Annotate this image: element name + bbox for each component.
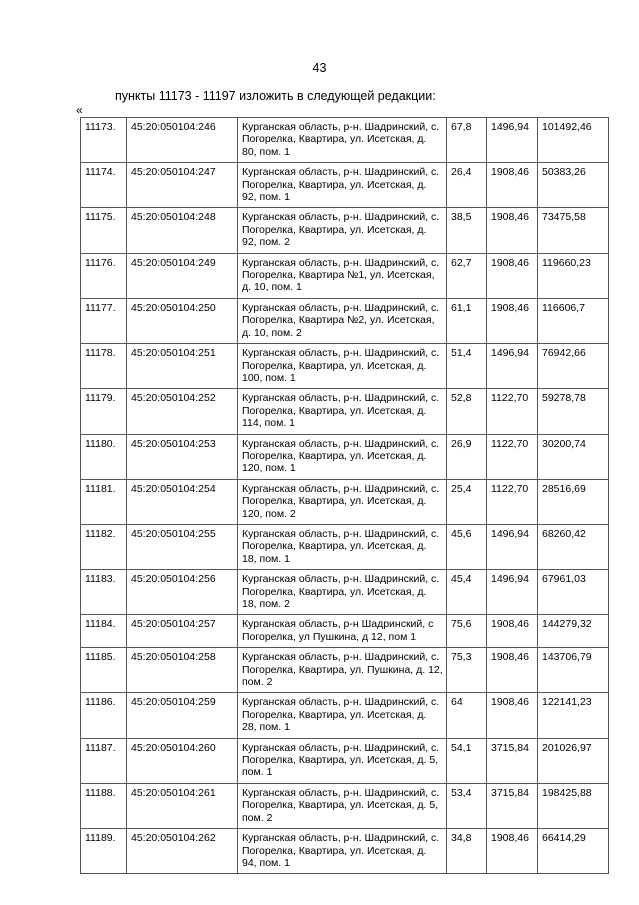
table-row — [81, 615, 609, 648]
specific-value-cell: 3715,84 — [487, 738, 538, 783]
address-cell: Курганская область, р-н Шадринский, с Погорелка, ул Пушкина, д 12, пом 1 — [238, 615, 447, 648]
cadastral-number-cell: 45:20:050104:259 — [127, 693, 238, 738]
area-cell: 75,6 — [447, 615, 487, 648]
specific-value-cell: 1122,70 — [487, 479, 538, 524]
cadastral-value-cell: 66414,29 — [538, 829, 609, 874]
row-number-cell: 11173. — [81, 118, 127, 163]
row-number-cell: 11174. — [81, 163, 127, 208]
table-row — [81, 208, 609, 253]
table-row — [81, 479, 609, 524]
specific-value-cell: 1496,94 — [487, 118, 538, 163]
area-cell: 34,8 — [447, 829, 487, 874]
cadastral-value-cell: 143706,79 — [538, 648, 609, 693]
area-cell: 61,1 — [447, 298, 487, 343]
cadastral-value-cell: 59278,78 — [538, 389, 609, 434]
area-cell: 25,4 — [447, 479, 487, 524]
specific-value-cell: 1908,46 — [487, 693, 538, 738]
cadastral-number-cell: 45:20:050104:258 — [127, 648, 238, 693]
area-cell: 38,5 — [447, 208, 487, 253]
specific-value-cell: 1908,46 — [487, 648, 538, 693]
address-cell: Курганская область, р-н. Шадринский, с. Погорелка, Квартира, ул. Исетская, д. 92, пом. 1 — [238, 163, 447, 208]
cadastral-value-cell: 198425,88 — [538, 783, 609, 828]
cadastral-value-cell: 119660,23 — [538, 253, 609, 298]
row-number-cell: 11178. — [81, 344, 127, 389]
cadastral-number-cell: 45:20:050104:257 — [127, 615, 238, 648]
specific-value-cell: 3715,84 — [487, 783, 538, 828]
area-cell: 75,3 — [447, 648, 487, 693]
area-cell: 64 — [447, 693, 487, 738]
table-row — [81, 434, 609, 479]
row-number-cell: 11179. — [81, 389, 127, 434]
table-body — [81, 118, 609, 874]
cadastral-value-cell: 30200,74 — [538, 434, 609, 479]
table-row — [81, 298, 609, 343]
area-cell: 54,1 — [447, 738, 487, 783]
address-cell: Курганская область, р-н. Шадринский, с. Погорелка, Квартира, ул. Исетская, д. 92, пом. 2 — [238, 208, 447, 253]
cadastral-number-cell: 45:20:050104:256 — [127, 570, 238, 615]
cadastral-value-table — [80, 117, 609, 874]
cadastral-value-cell: 68260,42 — [538, 524, 609, 569]
area-cell: 45,4 — [447, 570, 487, 615]
table-row — [81, 253, 609, 298]
table-row — [81, 344, 609, 389]
specific-value-cell: 1496,94 — [487, 344, 538, 389]
area-cell: 26,9 — [447, 434, 487, 479]
row-number-cell: 11182. — [81, 524, 127, 569]
cadastral-number-cell: 45:20:050104:254 — [127, 479, 238, 524]
area-cell: 26,4 — [447, 163, 487, 208]
specific-value-cell: 1908,46 — [487, 253, 538, 298]
row-number-cell: 11176. — [81, 253, 127, 298]
cadastral-number-cell: 45:20:050104:246 — [127, 118, 238, 163]
address-cell: Курганская область, р-н. Шадринский, с. Погорелка, Квартира, ул. Исетская, д. 120, пом. 2 — [238, 479, 447, 524]
cadastral-number-cell: 45:20:050104:255 — [127, 524, 238, 569]
address-cell: Курганская область, р-н. Шадринский, с. Погорелка, Квартира, ул. Исетская, д. 28, пом. 1 — [238, 693, 447, 738]
address-cell: Курганская область, р-н. Шадринский, с. Погорелка, Квартира, ул. Исетская, д. 80, пом. 1 — [238, 118, 447, 163]
address-cell: Курганская область, р-н. Шадринский, с. Погорелка, Квартира, ул. Исетская, д. 5, пом. 2 — [238, 783, 447, 828]
cadastral-number-cell: 45:20:050104:253 — [127, 434, 238, 479]
row-number-cell: 11180. — [81, 434, 127, 479]
row-number-cell: 11175. — [81, 208, 127, 253]
table-row — [81, 648, 609, 693]
address-cell: Курганская область, р-н. Шадринский, с. Погорелка, Квартира, ул. Исетская, д. 18, пом. 2 — [238, 570, 447, 615]
table-row — [81, 163, 609, 208]
row-number-cell: 11183. — [81, 570, 127, 615]
row-number-cell: 11181. — [81, 479, 127, 524]
row-number-cell: 11186. — [81, 693, 127, 738]
specific-value-cell: 1122,70 — [487, 389, 538, 434]
area-cell: 51,4 — [447, 344, 487, 389]
cadastral-number-cell: 45:20:050104:252 — [127, 389, 238, 434]
cadastral-number-cell: 45:20:050104:260 — [127, 738, 238, 783]
table-row — [81, 738, 609, 783]
cadastral-number-cell: 45:20:050104:250 — [127, 298, 238, 343]
address-cell: Курганская область, р-н. Шадринский, с. Погорелка, Квартира №2, ул. Исетская, д. 10, пом. 2 — [238, 298, 447, 343]
cadastral-value-cell: 144279,32 — [538, 615, 609, 648]
cadastral-value-cell: 201026,97 — [538, 738, 609, 783]
address-cell: Курганская область, р-н. Шадринский, с. Погорелка, Квартира, ул. Пушкина, д. 12, пом. 2 — [238, 648, 447, 693]
row-number-cell: 11184. — [81, 615, 127, 648]
table-row — [81, 570, 609, 615]
cadastral-value-cell: 76942,66 — [538, 344, 609, 389]
specific-value-cell: 1122,70 — [487, 434, 538, 479]
row-number-cell: 11188. — [81, 783, 127, 828]
table-row — [81, 693, 609, 738]
cadastral-number-cell: 45:20:050104:251 — [127, 344, 238, 389]
area-cell: 52,8 — [447, 389, 487, 434]
address-cell: Курганская область, р-н. Шадринский, с. Погорелка, Квартира, ул. Исетская, д. 120, пом. 1 — [238, 434, 447, 479]
cadastral-value-cell: 116606,7 — [538, 298, 609, 343]
specific-value-cell: 1908,46 — [487, 829, 538, 874]
specific-value-cell: 1496,94 — [487, 570, 538, 615]
table-row — [81, 524, 609, 569]
specific-value-cell: 1496,94 — [487, 524, 538, 569]
cadastral-value-cell: 73475,58 — [538, 208, 609, 253]
address-cell: Курганская область, р-н. Шадринский, с. Погорелка, Квартира, ул. Исетская, д. 18, пом. 1 — [238, 524, 447, 569]
address-cell: Курганская область, р-н. Шадринский, с. Погорелка, Квартира №1, ул. Исетская, д. 10, пом. 1 — [238, 253, 447, 298]
specific-value-cell: 1908,46 — [487, 163, 538, 208]
table-row — [81, 389, 609, 434]
cadastral-value-cell: 28516,69 — [538, 479, 609, 524]
cadastral-number-cell: 45:20:050104:247 — [127, 163, 238, 208]
cadastral-value-cell: 67961,03 — [538, 570, 609, 615]
address-cell: Курганская область, р-н. Шадринский, с. Погорелка, Квартира, ул. Исетская, д. 5, пом. 1 — [238, 738, 447, 783]
opening-quote-mark: « — [76, 103, 83, 117]
intro-text: пункты 11173 - 11197 изложить в следующей редакции: — [115, 89, 436, 103]
specific-value-cell: 1908,46 — [487, 615, 538, 648]
row-number-cell: 11177. — [81, 298, 127, 343]
row-number-cell: 11187. — [81, 738, 127, 783]
row-number-cell: 11189. — [81, 829, 127, 874]
row-number-cell: 11185. — [81, 648, 127, 693]
cadastral-number-cell: 45:20:050104:248 — [127, 208, 238, 253]
table-row — [81, 783, 609, 828]
area-cell: 45,6 — [447, 524, 487, 569]
cadastral-number-cell: 45:20:050104:249 — [127, 253, 238, 298]
address-cell: Курганская область, р-н. Шадринский, с. Погорелка, Квартира, ул. Исетская, д. 100, пом. 1 — [238, 344, 447, 389]
cadastral-value-cell: 122141,23 — [538, 693, 609, 738]
table-row — [81, 118, 609, 163]
area-cell: 53,4 — [447, 783, 487, 828]
cadastral-number-cell: 45:20:050104:261 — [127, 783, 238, 828]
cadastral-number-cell: 45:20:050104:262 — [127, 829, 238, 874]
specific-value-cell: 1908,46 — [487, 298, 538, 343]
cadastral-value-cell: 50383,26 — [538, 163, 609, 208]
specific-value-cell: 1908,46 — [487, 208, 538, 253]
address-cell: Курганская область, р-н. Шадринский, с. Погорелка, Квартира, ул. Исетская, д. 94, пом. 1 — [238, 829, 447, 874]
table-row — [81, 829, 609, 874]
page-number: 43 — [312, 61, 327, 75]
address-cell: Курганская область, р-н. Шадринский, с. Погорелка, Квартира, ул. Исетская, д. 114, пом. 1 — [238, 389, 447, 434]
area-cell: 62,7 — [447, 253, 487, 298]
cadastral-value-cell: 101492,46 — [538, 118, 609, 163]
area-cell: 67,8 — [447, 118, 487, 163]
